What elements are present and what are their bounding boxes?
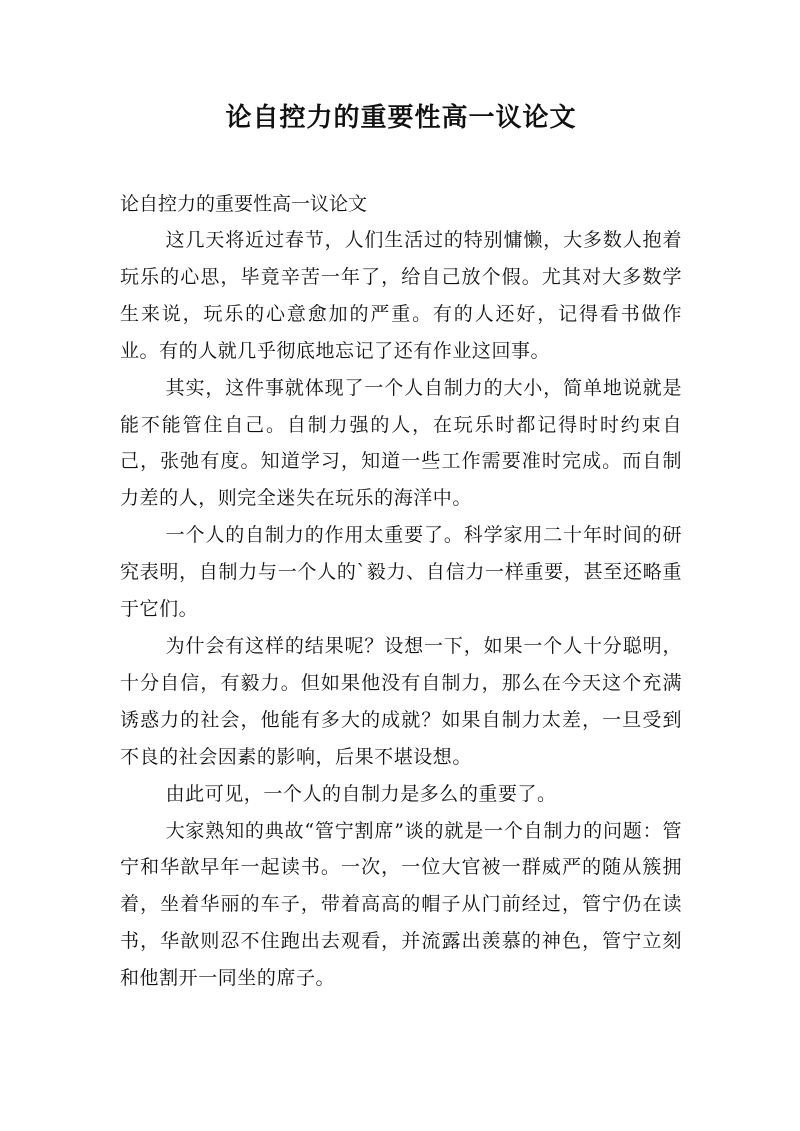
paragraph: 为什会有这样的结果呢？设想一下，如果一个人十分聪明，十分自信，有毅力。但如果他没有自制力，那么在今天这个充满诱惑力的社会，他能有多大的成就？如果自制力太差，一旦受到不良的社会因素的影响，后果不堪设想。 xyxy=(120,634,682,768)
document-title: 论自控力的重要性高一议论文 xyxy=(225,103,577,133)
paragraph: 一个人的自制力的作用太重要了。科学家用二十年时间的研究表明，自制力与一个人的`毅力、自信力一样重要，甚至还略重于它们。 xyxy=(120,524,682,621)
paragraph: 这几天将近过春节，人们生活过的特别慵懒，大多数人抱着玩乐的心思，毕竟辛苦一年了，给自己放个假。尤其对大多数学生来说，玩乐的心意愈加的严重。有的人还好，记得看书做作业。有的人就几乎彻底地忘记了还有作业这回事。 xyxy=(120,229,682,362)
paragraph: 由此可见，一个人的自制力是多么的重要了。 xyxy=(165,782,557,805)
paragraph: 其实，这件事就体现了一个人自制力的大小，简单地说就是能不能管住自己。自制力强的人，在玩乐时都记得时时约束自己，张弛有度。知道学习，知道一些工作需要准时完成。而自制力差的人，则完全迷失在玩乐的海洋中。 xyxy=(120,376,682,510)
paragraph: 大家熟知的典故“管宁割席”谈的就是一个自制力的问题：管宁和华歆早年一起读书。一次，一位大官被一群威严的随从簇拥着，坐着华丽的车子，带着高高的帽子从门前经过，管宁仍在读书，华歆则忍不住跑出去观看，并流露出羡慕的神色，管宁立刻和他割开一同坐的席子。 xyxy=(120,819,682,990)
document-subtitle: 论自控力的重要性高一议论文 xyxy=(120,193,368,215)
